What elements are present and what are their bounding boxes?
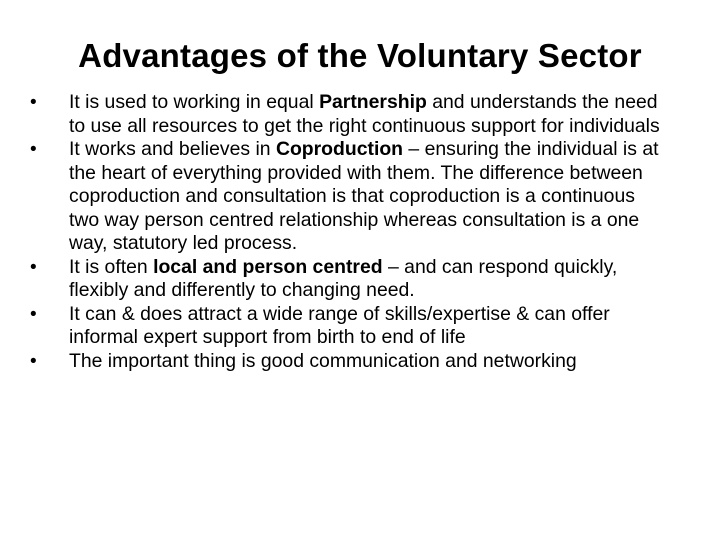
bullet-item-skills	[30, 303, 670, 350]
bullet-text: The important thing is good communication and networking	[69, 349, 577, 372]
bullet-dot-icon: •	[30, 303, 37, 325]
bullet-text: – ensuring the individual is at the heart of everything provided with them. The difference between coproduction and consultation is that coproduction is a continuous two way person centred relationship whereas consultation is a one way, statutory led process.	[69, 138, 659, 254]
bullet-text: It is often	[69, 255, 154, 278]
bullet-item-partnership	[30, 91, 670, 138]
bullet-emphasis: Partnership	[319, 91, 427, 113]
bullet-dot-icon: •	[30, 92, 37, 113]
bullet-dot-icon: •	[30, 350, 37, 372]
bullet-emphasis: local and person centred	[153, 255, 383, 278]
bullet-text: and understands the need to use all resources to get the right continuous support for individuals	[69, 91, 660, 137]
bullet-item-local	[30, 256, 670, 303]
bullet-text: – and can respond quickly, flexibly and differently to changing need.	[69, 255, 618, 301]
bullet-dot-icon: •	[30, 139, 37, 160]
bullet-emphasis: Coproduction	[275, 138, 404, 160]
bullet-list	[30, 91, 670, 373]
slide-title: Advantages of the Voluntary Sector	[78, 37, 642, 74]
bullet-item-coproduction	[30, 138, 670, 256]
bullet-text: It can & does attract a wide range of skills/expertise & can offer informal expert support from birth to end of life	[69, 302, 610, 348]
bullet-dot-icon: •	[30, 256, 37, 278]
bullet-text: It works and believes in	[69, 138, 276, 160]
bullet-item-communication	[30, 350, 670, 374]
bullet-text: It is used to working in equal	[69, 91, 320, 113]
